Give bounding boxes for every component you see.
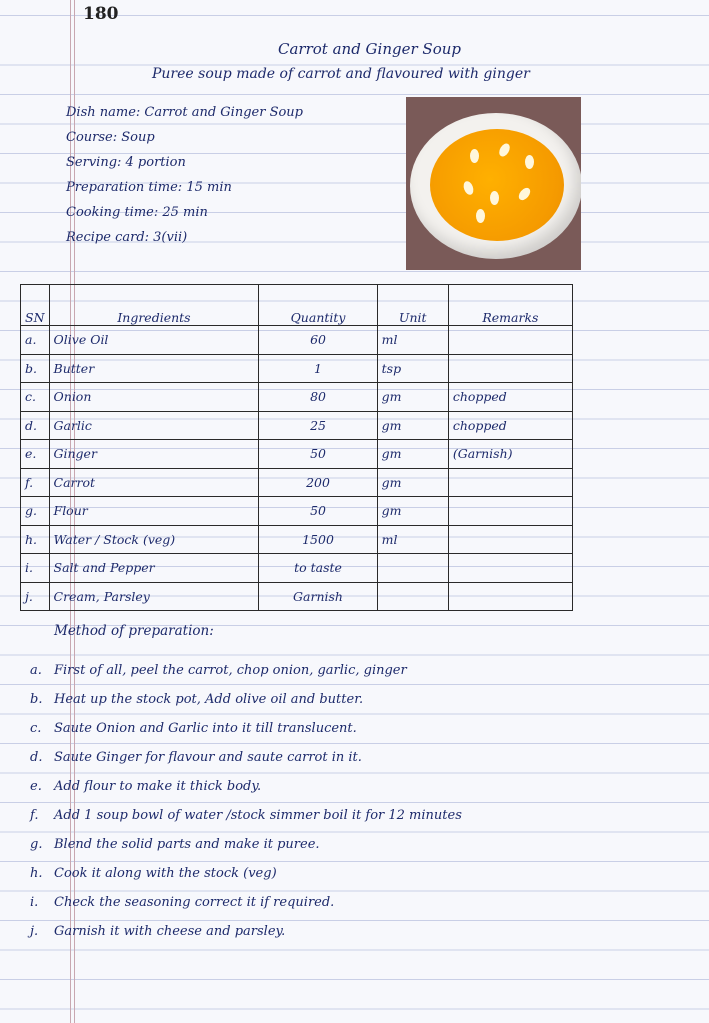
cell-ingredient: Onion: [49, 383, 259, 412]
bowl: [410, 113, 581, 259]
garnish-chip: [490, 191, 499, 205]
table-row: [21, 554, 573, 583]
step-letter: g.: [30, 837, 43, 852]
step-letter: j.: [30, 924, 39, 939]
cell-remarks: [448, 354, 572, 383]
table-row: [21, 383, 573, 412]
list-item: [30, 772, 462, 801]
cell-quantity: 1: [259, 354, 377, 383]
cell-remarks: chopped: [448, 383, 572, 412]
cell-remarks: chopped: [448, 411, 572, 440]
ingredients-table: [20, 284, 573, 611]
recipe-meta: [66, 100, 303, 250]
cell-remarks: [448, 468, 572, 497]
garnish-chip: [470, 149, 479, 163]
cell-sn: h.: [21, 525, 50, 554]
step-text: Heat up the stock pot, Add olive oil and butter.: [54, 692, 364, 707]
meta-dish-name: Dish name: Carrot and Ginger Soup: [66, 105, 304, 120]
garnish-chip: [517, 186, 533, 203]
cell-unit: gm: [377, 440, 448, 469]
cell-sn: i.: [21, 554, 50, 583]
method-heading: Method of preparation:: [54, 623, 214, 639]
cell-unit: gm: [377, 383, 448, 412]
meta-recipe-card: Recipe card: 3(vii): [66, 230, 188, 245]
cell-unit: [377, 582, 448, 611]
cell-sn: j.: [21, 582, 50, 611]
meta-serving: Serving: 4 portion: [66, 155, 186, 170]
meta-course: Course: Soup: [66, 130, 155, 145]
cell-quantity: 50: [259, 497, 377, 526]
header-unit: Unit: [377, 285, 448, 326]
meta-preparation-time: Preparation time: 15 min: [66, 180, 232, 195]
garnish-chip: [462, 180, 475, 196]
header-quantity: Quantity: [259, 285, 377, 326]
cell-ingredient: Cream, Parsley: [49, 582, 259, 611]
cell-remarks: [448, 497, 572, 526]
cell-quantity: 80: [259, 383, 377, 412]
list-item: [30, 917, 462, 946]
cell-sn: f.: [21, 468, 50, 497]
table-header-row: [21, 285, 573, 326]
table-row: [21, 582, 573, 611]
cell-quantity: 60: [259, 326, 377, 355]
cell-ingredient: Salt and Pepper: [49, 554, 259, 583]
cell-quantity: 50: [259, 440, 377, 469]
cell-unit: gm: [377, 411, 448, 440]
step-text: Check the seasoning correct it if required.: [54, 895, 335, 910]
step-text: Add flour to make it thick body.: [54, 779, 262, 794]
step-letter: h.: [30, 866, 43, 881]
garnish-chip: [497, 142, 512, 159]
header-remarks: Remarks: [448, 285, 572, 326]
list-item: [30, 743, 462, 772]
step-letter: f.: [30, 808, 39, 823]
step-letter: c.: [30, 721, 42, 736]
step-letter: b.: [30, 692, 43, 707]
cell-sn: b.: [21, 354, 50, 383]
list-item: [30, 888, 462, 917]
cell-sn: a.: [21, 326, 50, 355]
cell-sn: g.: [21, 497, 50, 526]
cell-sn: c.: [21, 383, 50, 412]
recipe-subtitle: Puree soup made of carrot and flavoured with ginger: [152, 66, 530, 82]
cell-unit: [377, 554, 448, 583]
step-text: First of all, peel the carrot, chop onion, garlic, ginger: [54, 663, 407, 678]
meta-cooking-time: Cooking time: 25 min: [66, 205, 208, 220]
step-letter: i.: [30, 895, 39, 910]
cell-ingredient: Ginger: [49, 440, 259, 469]
cell-ingredient: Butter: [49, 354, 259, 383]
method-steps: [30, 656, 462, 946]
step-text: Saute Onion and Garlic into it till translucent.: [54, 721, 357, 736]
table-row: [21, 468, 573, 497]
table-row: [21, 497, 573, 526]
cell-sn: e.: [21, 440, 50, 469]
cell-remarks: [448, 326, 572, 355]
cell-unit: ml: [377, 525, 448, 554]
cell-ingredient: Olive Oil: [49, 326, 259, 355]
garnish-chip: [525, 155, 534, 169]
step-text: Add 1 soup bowl of water /stock simmer boil it for 12 minutes: [54, 808, 462, 823]
step-letter: e.: [30, 779, 42, 794]
step-letter: d.: [30, 750, 43, 765]
soup-photo: [406, 97, 581, 270]
cell-unit: gm: [377, 468, 448, 497]
cell-remarks: [448, 554, 572, 583]
cell-sn: d.: [21, 411, 50, 440]
list-item: [30, 685, 462, 714]
cell-quantity: to taste: [259, 554, 377, 583]
step-text: Garnish it with cheese and parsley.: [54, 924, 286, 939]
cell-quantity: 25: [259, 411, 377, 440]
table-row: [21, 525, 573, 554]
cell-unit: gm: [377, 497, 448, 526]
cell-quantity: 1500: [259, 525, 377, 554]
step-text: Blend the solid parts and make it puree.: [54, 837, 320, 852]
step-text: Cook it along with the stock (veg): [54, 866, 277, 881]
table-row: [21, 411, 573, 440]
soup: [430, 129, 564, 241]
table-row: [21, 354, 573, 383]
page-number: 180: [83, 4, 119, 24]
step-text: Saute Ginger for flavour and saute carrot in it.: [54, 750, 362, 765]
cell-unit: ml: [377, 326, 448, 355]
cell-remarks: [448, 525, 572, 554]
cell-remarks: [448, 582, 572, 611]
cell-remarks: (Garnish): [448, 440, 572, 469]
list-item: [30, 830, 462, 859]
cell-unit: tsp: [377, 354, 448, 383]
cell-quantity: 200: [259, 468, 377, 497]
cell-ingredient: Flour: [49, 497, 259, 526]
list-item: [30, 801, 462, 830]
cell-quantity: Garnish: [259, 582, 377, 611]
table-row: [21, 326, 573, 355]
list-item: [30, 859, 462, 888]
cell-ingredient: Garlic: [49, 411, 259, 440]
cell-ingredient: Water / Stock (veg): [49, 525, 259, 554]
garnish-chip: [476, 209, 485, 223]
cell-ingredient: Carrot: [49, 468, 259, 497]
list-item: [30, 656, 462, 685]
header-ingredients: Ingredients: [49, 285, 259, 326]
table-row: [21, 440, 573, 469]
step-letter: a.: [30, 663, 42, 678]
header-sn: SN: [21, 285, 50, 326]
recipe-title: Carrot and Ginger Soup: [278, 40, 461, 58]
list-item: [30, 714, 462, 743]
